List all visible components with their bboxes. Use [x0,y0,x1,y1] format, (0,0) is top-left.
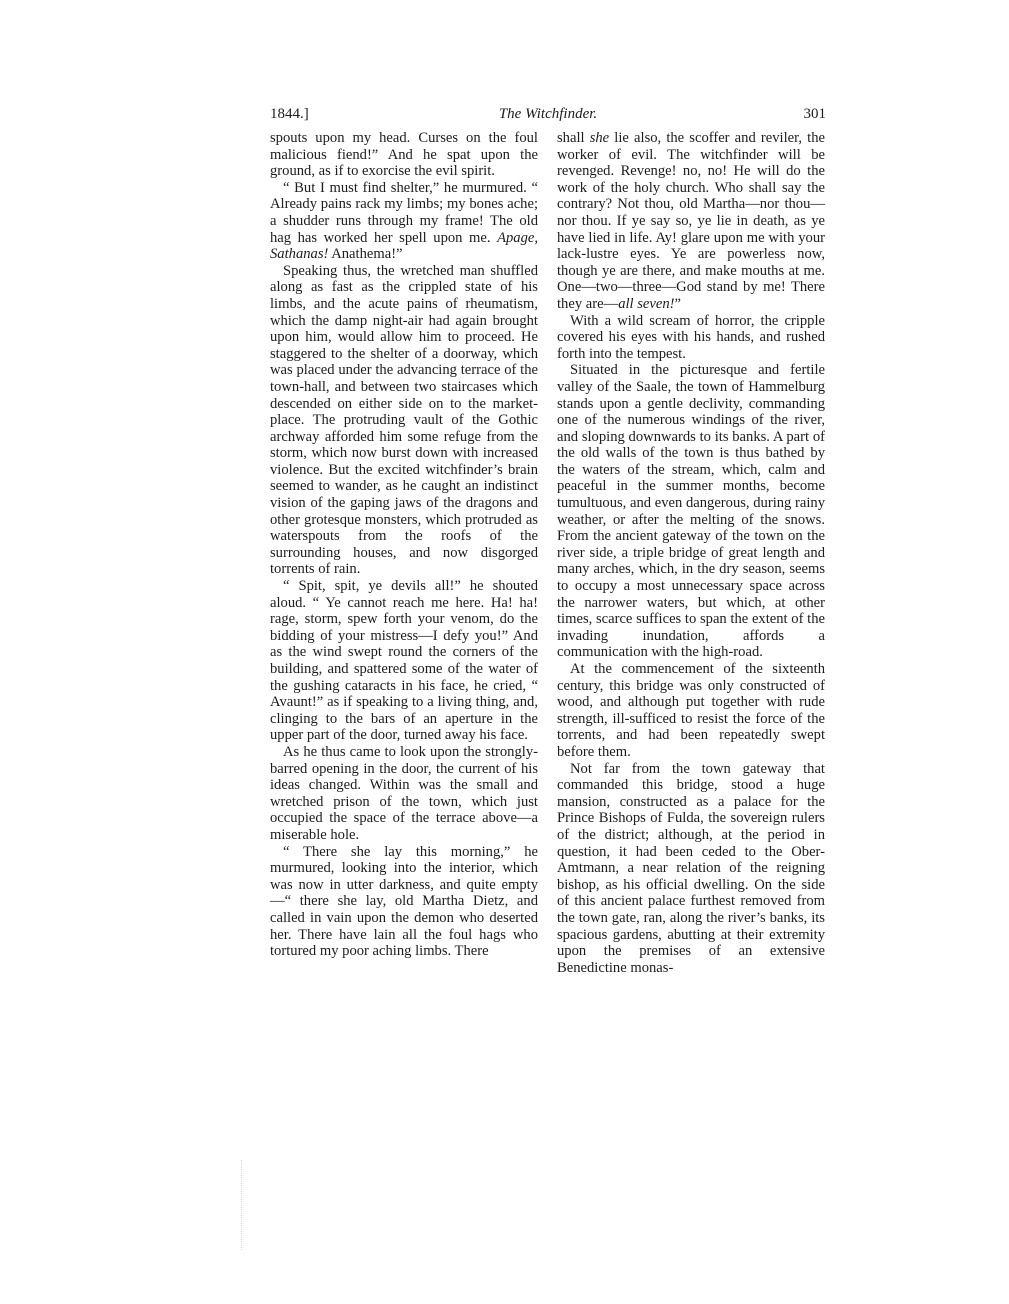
paragraph: Speaking thus, the wretched man shuffled along as fast as the crippled state of his limbs, and the acute pains of rheumatism, which the damp night-air had again brought upon him, would allow him to proceed. He staggered to the shelter of a doorway, which was placed under the advancing terrace of the town-hall, and between two staircases which descended on either side on to the market-place. The protruding vault of the Gothic archway afforded him some refuge from the storm, which now burst down with increased violence. But the excited witchfinder’s brain seemed to wander, as he caught an indistinct vision of the gaping jaws of the dragons and other grotesque monsters, which protruded as waterspouts from the roofs of the surrounding houses, and now disgorged torrents of rain. [270,262,538,578]
page-number: 301 [803,106,826,122]
header-year: 1844.] [270,106,309,122]
paragraph: Situated in the picturesque and fertile valley of the Saale, the town of Hammelburg stands upon a gentle declivity, commanding one of the numerous windings of the river, and sloping downwards to its banks. A part of the old walls of the town is thus bathed by the waters of the stream, which, calm and peaceful in the summer months, become tumultuous, and even dangerous, during rainy weather, or after the melting of the snows. From the ancient gateway of the town on the river side, a triple bridge of great length and many arches, which, in the dry season, seems to occupy a most unnecessary space across the narrower waters, but which, at other times, scarce suffices to span the extent of the invading inundation, affords a communication with the high-road. [557,362,825,661]
paragraph: spouts upon my head. Curses on the foul malicious fiend!” And he spat upon the ground, as if to exorcise the evil spirit. [270,130,538,180]
right-column [557,130,825,976]
gutter-shadow [241,1160,243,1250]
header-title: The Witchfinder. [498,106,598,122]
paragraph: “ There she lay this morning,” he murmured, looking into the interior, which was now in utter darkness, and quite empty—“ there she lay, old Martha Dietz, and called in vain upon the demon who deserted her. There have lain all the foul hags who tortured my poor aching limbs. There [270,843,538,960]
paragraph: As he thus came to look upon the strongly-barred opening in the door, the current of his ideas changed. Within was the small and wretched prison of the town, which just occupied the space of the terrace above—a miserable hole. [270,743,538,843]
left-column [270,130,538,960]
paragraph: At the commencement of the sixteenth century, this bridge was only constructed of wood, and although put together with rude strength, ill-sufficed to resist the force of the torrents, and had been repeatedly swept before them. [557,661,825,760]
running-header [270,104,826,124]
paragraph: “ But I must find shelter,” he murmured. “ Already pains rack my limbs; my bones ache; a shudder runs through my frame! The old hag has worked her spell upon me. Apage, Sathanas! Anathema!” [270,179,538,263]
paragraph: “ Spit, spit, ye devils all!” he shouted aloud. “ Ye cannot reach me here. Ha! ha! rage, storm, spew forth your venom, do the bidding of your mistress—I defy you!” And as the wind swept round the corners of the building, and spattered some of the water of the gushing cataracts in his face, he cried, “ Avaunt!” as if speaking to a living thing, and, clinging to the bars of an aperture in the upper part of the door, turned away his face. [270,578,538,744]
paragraph: Not far from the town gateway that commanded this bridge, stood a huge mansion, constructed as a palace for the Prince Bishops of Fulda, the sovereign rulers of the district; although, at the period in question, it had been ceded to the Ober-Amtmann, a near relation of the reigning bishop, as his official dwelling. On the side of this ancient palace furthest removed from the town gate, ran, along the river’s banks, its spacious gardens, abutting at their extremity upon the premises of an extensive Benedictine monas- [557,760,825,976]
paragraph: shall she lie also, the scoffer and reviler, the worker of evil. The witchfinder will be revenged. Revenge! no, no! He will do the work of the holy church. Who shall say the contrary? Not thou, old Martha—nor thou—nor thou. If ye say so, ye lie in death, as ye have lied in life. Ay! glare upon me with your lack-lustre eyes. Ye are powerless now, though ye are there, and make mouths at me. One—two—three—God stand by me! There they are—all seven!” [557,130,825,312]
paragraph: With a wild scream of horror, the cripple covered his eyes with his hands, and rushed forth into the tempest. [557,312,825,362]
